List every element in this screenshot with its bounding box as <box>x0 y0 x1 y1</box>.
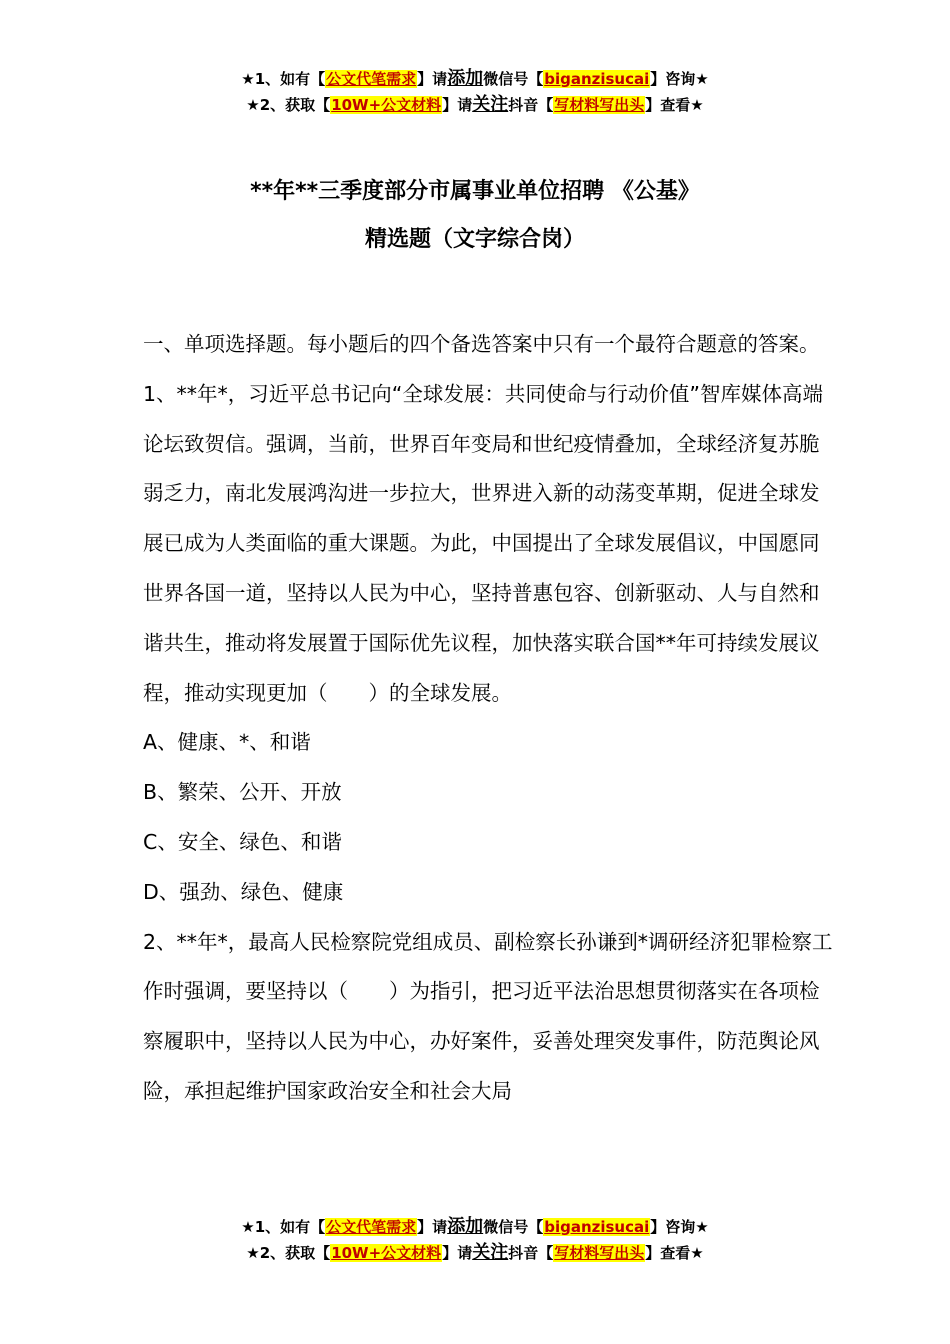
banner-text: 微信号【 <box>483 70 544 88</box>
banner-highlight: 10W+公文材料 <box>331 1244 442 1262</box>
banner-highlight: 写材料写出头 <box>554 96 645 114</box>
banner-highlight: 公文代笔需求 <box>326 70 417 88</box>
banner-text: 】请 <box>417 1218 448 1236</box>
banner-text: 抖音【 <box>508 96 554 114</box>
page-title <box>0 168 950 264</box>
banner-highlight: biganzisucai <box>544 1218 650 1236</box>
banner-text: 】请 <box>442 1244 473 1262</box>
question-1-stem: 1、**年*，习近平总书记向“全球发展：共同使命与行动价值”智库媒体高端论坛致贺信。强调，当前，世界百年变局和世纪疫情叠加，全球经济复苏脆弱乏力，南北发展鸿沟进一步拉大，世界进入新的动荡变革期，促进全球发展已成为人类面临的重大课题。为此，中国提出了全球发展倡议，中国愿同世界各国一道，坚持以人民为中心，坚持普惠包容、创新驱动、人与自然和谐共生，推动将发展置于国际优先议程，加快落实联合国**年可持续发展议程，推动实现更加（ ）的全球发展。 <box>143 381 824 705</box>
banner-highlight: 写材料写出头 <box>554 1244 645 1262</box>
question-1-option-c: C、安全、绿色、和谐 <box>143 829 342 854</box>
banner-line-2 <box>0 1240 950 1266</box>
title-line-2: 精选题（文字综合岗） <box>364 227 585 252</box>
banner-text: ★2、获取【 <box>246 1244 331 1262</box>
banner-text: 】咨询★ <box>650 70 709 88</box>
banner-text: 】咨询★ <box>650 1218 709 1236</box>
banner-line-1 <box>0 1214 950 1240</box>
question-2-stem: 2、**年*，最高人民检察院党组成员、副检察长孙谦到*调研经济犯罪检察工作时强调，要坚持以（ ）为指引，把习近平法治思想贯彻落实在各项检察履职中，坚持以人民为中心，办好案件，妥善处理突发事件，防范舆论风险，承担起维护国家政治安全和社会大局 <box>143 929 833 1103</box>
banner-line-2 <box>0 92 950 118</box>
banner-text: ★1、如有【 <box>241 70 326 88</box>
document-body <box>143 320 833 1117</box>
bottom-banner <box>0 1214 950 1266</box>
question-1-option-b: B、繁荣、公开、开放 <box>143 780 342 805</box>
banner-text: ★1、如有【 <box>241 1218 326 1236</box>
banner-highlight: biganzisucai <box>544 70 650 88</box>
banner-highlight: 10W+公文材料 <box>331 96 442 114</box>
top-banner <box>0 66 950 118</box>
question-1-option-a: A、健康、*、和谐 <box>143 730 311 755</box>
banner-text: 】查看★ <box>645 96 704 114</box>
banner-emphasis: 添加 <box>447 68 484 89</box>
section-heading: 一、单项选择题。每小题后的四个备选答案中只有一个最符合题意的答案。 <box>143 332 820 356</box>
question-1-option-d: D、强劲、绿色、健康 <box>143 879 344 904</box>
banner-text: 】请 <box>442 96 473 114</box>
banner-text: 】请 <box>417 70 448 88</box>
banner-emphasis: 添加 <box>447 1216 484 1237</box>
banner-highlight: 公文代笔需求 <box>326 1218 417 1236</box>
banner-text: 】查看★ <box>645 1244 704 1262</box>
title-line-1: **年**三季度部分市属事业单位招聘 《公基》 <box>250 179 700 204</box>
banner-text: 抖音【 <box>508 1244 554 1262</box>
banner-line-1 <box>0 66 950 92</box>
banner-emphasis: 关注 <box>472 1242 509 1263</box>
banner-text: 微信号【 <box>483 1218 544 1236</box>
banner-emphasis: 关注 <box>472 94 509 115</box>
banner-text: ★2、获取【 <box>246 96 331 114</box>
